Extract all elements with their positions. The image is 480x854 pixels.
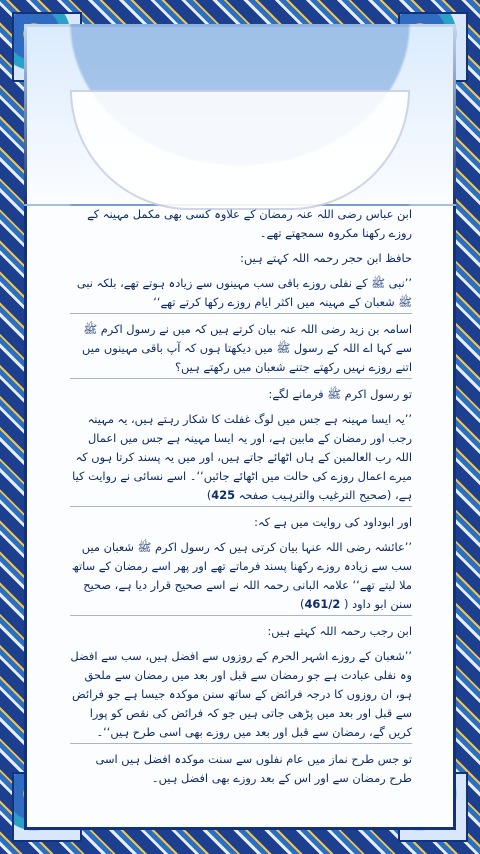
quote-text: ’’یہ ایسا مہینہ ہے جس میں لوگ غفلت کا شکار رہتے ہیں، یہ مہینہ رجب اور رمضان کے مابین ہے، اور یہ ایسا مہینہ ہے جس میں اعمال اللہ رب العالمین کے ہاں اٹھائے جاتے ہیں، اور میں یہ پسند کرتا ہوں کہ میرے اعمال روزے کی حالت میں اٹھائے جائیں‘‘۔ اسے نسائی نے روایت کیا ہے، (صحیح الترغیب والترہیب صفحہ xyxy=(72,412,412,502)
quote: ’’شعبان کے روزے اشہر الحرم کے روزوں سے افضل ہیں، سب سے افضل وہ نفلی عبادت ہے جو رمضان سے قبل اور بعد میں رمضان سے ملحق ہو، ان روزوں کا درجہ فرائض کے ساتھ سنن موکدہ جیسا ہے جو فرائض سے قبل اور بعد میں پڑھی جاتی ہیں جو کہ فرائض کی نقص کو پورا کریں گے، رمضان سے قبل اور بعد میں روزے بھی اسی طرح ہیں‘‘۔ xyxy=(70,647,412,744)
page-content xyxy=(70,205,412,815)
quote-with-reference xyxy=(70,410,412,507)
reference-close: ) xyxy=(300,597,305,611)
quote: ’’نبی ﷺ کے نفلی روزے باقی سب مہینوں سے زیادہ ہوتے تھے، بلکہ نبی ﷺ شعبان کے مہینہ میں اکثر ایام روزے رکھا کرتے تھے‘‘ xyxy=(70,274,412,314)
paragraph: اور ابوداود کی روایت میں ہے کہ: xyxy=(254,515,412,529)
paragraph: تو جس طرح نماز میں عام نفلوں سے سنت موکدہ افضل ہیں اسی طرح رمضان سے اور اس کے بعد روزے بھی افضل ہیں۔ xyxy=(95,752,412,785)
quote-with-reference xyxy=(70,538,412,616)
quote-text: ’’عائشہ رضی اللہ عنہا بیان کرتی ہیں کہ رسول اکرم ﷺ شعبان میں سب سے زیادہ روزے رکھنا پسند فرماتے تھے اور پھر اسے رمضان کے ساتھ ملا لیتے تھے‘‘ علامہ البانی رحمہ اللہ نے اسے صحیح قرار دیا ہے، صحیح سنن ابو داود ( xyxy=(71,540,412,611)
reference-close: ) xyxy=(206,488,212,502)
paragraph: حافظ ابن حجر رحمہ اللہ کہتے ہیں: xyxy=(240,251,412,265)
paragraph: ابن عباس رضی اللہ عنہ رمضان کے علاوہ کسی بھی مکمل مہینہ کے روزے رکھنا مکروہ سمجھتے تھے۔ xyxy=(87,207,412,240)
reference-page: 425 xyxy=(211,488,236,502)
reference-number: 461/2 xyxy=(304,597,341,611)
paragraph: اسامہ بن زید رضی اللہ عنہ بیان کرتے ہیں کہ میں نے رسول اکرم ﷺ سے کہا اے اللہ کے رسول ﷺ میں دیکھتا ہوں کہ آپ باقی مہینوں میں اتنے روزے نہیں رکھتے جتنے شعبان میں رکھتے ہیں؟ xyxy=(70,320,412,379)
paragraph: ابن رجب رحمہ اللہ کہتے ہیں: xyxy=(267,624,412,638)
paragraph: تو رسول اکرم ﷺ فرمانے لگے: xyxy=(268,387,412,401)
